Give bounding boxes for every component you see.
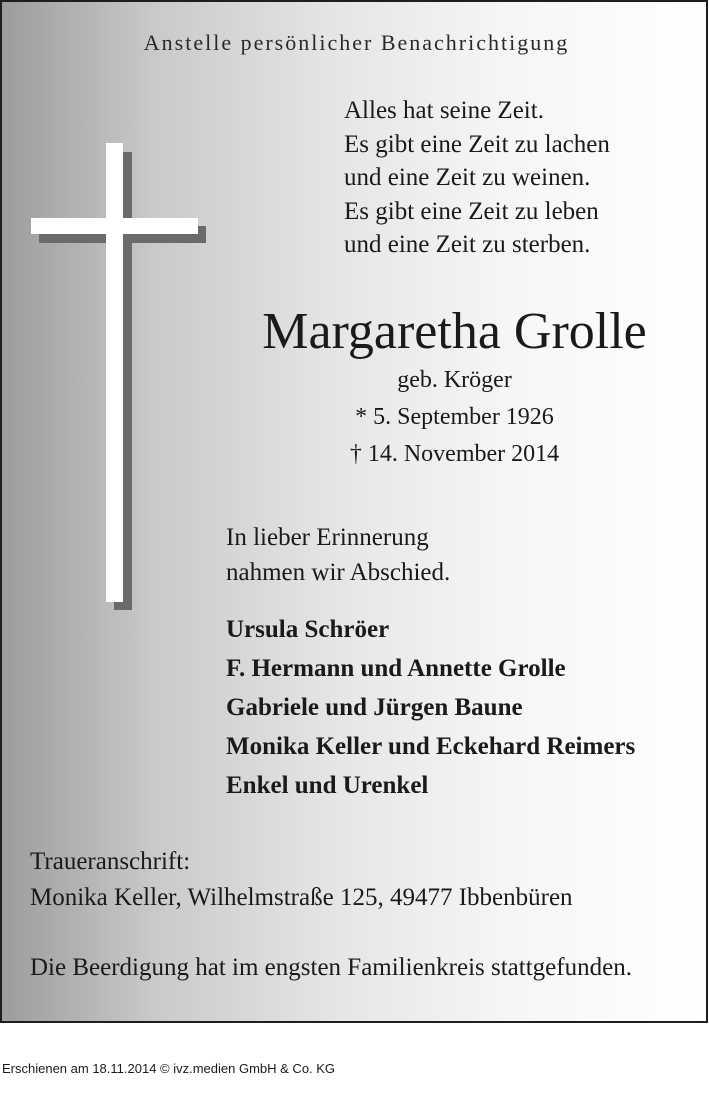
family-member: Enkel und Urenkel xyxy=(226,772,429,799)
memory-line: nahmen wir Abschied. xyxy=(226,559,451,586)
birth-date: * 5. September 1926 xyxy=(355,404,554,430)
poem-line: Es gibt eine Zeit zu leben xyxy=(344,197,599,225)
family-list xyxy=(226,610,635,805)
family-member: Ursula Schröer xyxy=(226,616,390,643)
poem-line: und eine Zeit zu weinen. xyxy=(344,164,591,191)
death-date: † 14. November 2014 xyxy=(349,441,560,467)
family-member: Gabriele und Jürgen Baune xyxy=(226,694,523,721)
publication-footer: Erschienen am 18.11.2014 © ivz.medien GmbH & Co. KG xyxy=(2,1061,336,1076)
poem xyxy=(344,94,610,262)
family-member: F. Hermann und Annette Grolle xyxy=(226,655,566,682)
funeral-note: Die Beerdigung hat im engsten Familienkreis stattgefunden. xyxy=(30,954,632,981)
address-value: Monika Keller, Wilhelmstraße 125, 49477 Ibbenbüren xyxy=(30,883,573,911)
family-member: Monika Keller und Eckehard Reimers xyxy=(226,733,636,760)
deceased-details xyxy=(2,362,709,473)
address-label: Traueranschrift: xyxy=(30,848,191,875)
poem-line: und eine Zeit zu sterben. xyxy=(344,231,591,258)
poem-line: Es gibt eine Zeit zu lachen xyxy=(344,130,610,158)
mourning-address xyxy=(30,844,573,915)
cross-horizontal-beam xyxy=(31,218,198,234)
poem-line: Alles hat seine Zeit. xyxy=(344,97,544,124)
memory-line: In lieber Erinnerung xyxy=(226,524,429,551)
memory-text xyxy=(226,520,450,590)
deceased-name: Margaretha Grolle xyxy=(262,303,647,360)
notice-header: Anstelle persönlicher Benachrichtigung xyxy=(143,30,570,55)
maiden-name: geb. Kröger xyxy=(397,367,512,393)
